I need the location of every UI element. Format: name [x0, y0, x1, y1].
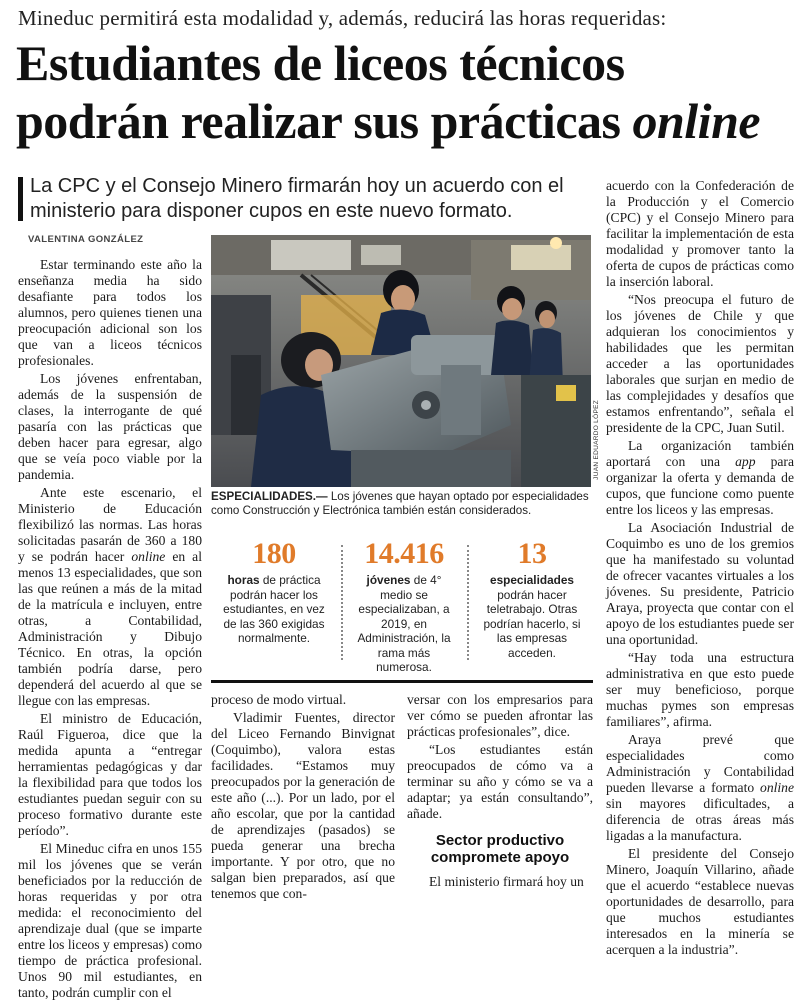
italic-word: online [760, 780, 794, 795]
photo [211, 235, 591, 487]
paragraph-text: Araya prevé que especialidades como Administración y Contabilidad pueden llevarse a formato [606, 732, 794, 795]
paragraph: proceso de modo virtual. [211, 692, 347, 707]
stat-item [475, 535, 589, 660]
stat-text [475, 573, 589, 660]
italic-word: app [735, 454, 756, 469]
paragraph: El ministerio firmará hoy un [429, 874, 584, 889]
stats-box [211, 535, 593, 683]
stat-item [349, 535, 459, 675]
paragraph-text: para organizar la oferta y demanda de cupos, que funcione como puente entre los liceos y las empresas. [606, 454, 794, 517]
stat-divider [467, 545, 469, 660]
headline-line-1: Estudiantes de liceos técnicos [16, 35, 625, 91]
stat-number: 13 [517, 537, 547, 570]
italic-word: online [131, 549, 166, 564]
stat-bold: especialidades [490, 573, 574, 587]
paragraph: “Nos preocupa el futuro de los jóvenes de Chile y que adquieran los conocimientos y habilidades que les permitan acceder a las oportunidades laborales que surjan en medio de las complejidades y desafíos que estamos enfrentando”, señala el presidente de la CPC, Juan Sutil. [606, 292, 794, 435]
stat-bold: jóvenes [366, 573, 411, 587]
paragraph: Estar terminando este año la enseñanza media ha sido desafiante para todos los alumnos, pero quienes tienen una preocupación adicional son los que van a liceos técnicos profesionales. [18, 257, 202, 368]
caption-text: Los jóvenes que hayan optado por especialidades como Construcción y Electrónica también están considerados. [211, 490, 589, 517]
stat-desc: podrán hacer teletrabajo. Otras podrían hacerlo, si las empresas acceden. [483, 587, 581, 660]
paragraph-text: Ante este escenario, el Ministerio de Educación flexibilizó las normas. Las horas solicitadas pasarán de 360 a 180 y se podrán hacer [18, 485, 202, 564]
stat-number: 180 [252, 537, 296, 570]
stat-text [349, 573, 459, 675]
kicker: Mineduc permitirá esta modalidad y, además, reducirá las horas requeridas: [18, 6, 667, 30]
stat-bold: horas [227, 573, 260, 587]
paragraph: El Mineduc cifra en unos 155 mil los jóvenes que se verán beneficiados por la reducción de horas requeridas y por otra medida: el reconocimiento del aprendizaje dual (que se imparte entre los liceos y empresas) como tiempo de práctica profesional. Unos 90 mil estudiantes, en tanto, podrán cumplir con el [18, 841, 202, 1000]
stat-divider [341, 545, 343, 660]
paragraph: “Hay toda una estructura administrativa en que esto puede ser muy beneficioso, porque muchas pymes son empresas familiares”, afirma. [606, 650, 794, 729]
paragraph: La Asociación Industrial de Coquimbo es uno de los gremios que ha manifestado su voluntad de ofrecer vacantes virtuales a los jóvenes. Su presidente, Patricio Araya, proyecta que contar con el apoyo de los estudiantes puede ser una oportunidad. [606, 520, 794, 647]
deck-bar [18, 177, 23, 221]
column-4 [606, 178, 794, 960]
paragraph [606, 732, 794, 844]
paragraph [18, 485, 202, 709]
photo-credit: JUAN EDUARDO LÓPEZ [593, 400, 600, 480]
stat-desc: de práctica podrán hacer los estudiantes, en vez de las 360 exigidas normalmente. [223, 573, 325, 645]
stat-number: 14.416 [364, 537, 444, 570]
stat-desc: de 4° medio se especializaban, a 2019, en Administración, la rama más numerosa. [357, 573, 451, 674]
paragraph: Los jóvenes enfrentaban, además de la suspensión de clases, la interrogante de qué pasaría con las prácticas que deben hacer para egresar, algo que se veía poco viable por la pandemia. [18, 371, 202, 482]
subheading: Sector productivo compromete apoyo [430, 832, 570, 866]
byline: VALENTINA GONZÁLEZ [28, 234, 144, 245]
students-workshop-image [211, 235, 591, 487]
headline-line-2-text: podrán realizar sus prácticas [16, 93, 633, 149]
stat-item [215, 535, 333, 646]
paragraph: acuerdo con la Confederación de la Producción y el Comercio (CPC) y el Consejo Minero para facilitar la implementación de esta modalidad y promover tanto la oferta de cupos de prácticas como la inserción laboral. [606, 178, 794, 289]
paragraph: El presidente del Consejo Minero, Joaquín Villarino, añade que el acuerdo “establece nuevas oportunidades de desarrollo, para que muchos estudiantes interesados en la minería se acerquen a la industria”. [606, 846, 794, 957]
paragraph: Vladimir Fuentes, director del Liceo Fernando Binvignat (Coquimbo), valora estas facilidades. “Estamos muy preocupados por la generación de este año (...). Por un lado, por el año escolar, que por la cantidad de aprendizajes (pasados) se pueda generar una brecha importante. Y por otro, que no salgan bien preparados, así que tenemos que con- [211, 710, 395, 901]
headline-italic-word: online [632, 93, 761, 149]
paragraph: El ministro de Educación, Raúl Figueroa, dice que la medida apunta a “entregar herramientas pedagógicas y dar la flexibilidad para que todos los estudiantes puedan seguir con su proceso formativo durante este período”. [18, 711, 202, 838]
headline-line-2 [16, 92, 806, 150]
stat-text [215, 573, 333, 646]
paragraph-text: sin mayores dificultades, a diferencia de otras áreas más ligadas a la manufactura. [606, 796, 794, 843]
paragraph: “Los estudiantes están preocupados de cómo va a terminar su año y cómo se va a adaptar; ya están consultando”, añade. [407, 742, 593, 821]
paragraph: versar con los empresarios para ver cómo se pueden afrontar las prácticas profesionales”, dice. [407, 692, 593, 739]
column-3 [407, 692, 593, 892]
deck: La CPC y el Consejo Minero firmarán hoy un acuerdo con el ministerio para disponer cupos en este nuevo formato. [30, 175, 564, 222]
paragraph-text: La organización también aportará con una [606, 438, 794, 469]
headline [16, 34, 806, 150]
column-2 [211, 692, 395, 904]
caption-label: ESPECIALIDADES.— [211, 490, 328, 503]
column-1 [18, 257, 202, 1003]
paragraph-text: en al menos 13 especialidades, que son las que reúnen a más de la mitad de la matrícula e incluyen, entre otras, a Contabilidad, Administración y Dibujo Técnico. En otras, la opción también podría darse, pero dependerá del acuerdo al que se llegue con las empresas. [18, 549, 202, 708]
paragraph [606, 438, 794, 518]
photo-caption [211, 490, 593, 518]
